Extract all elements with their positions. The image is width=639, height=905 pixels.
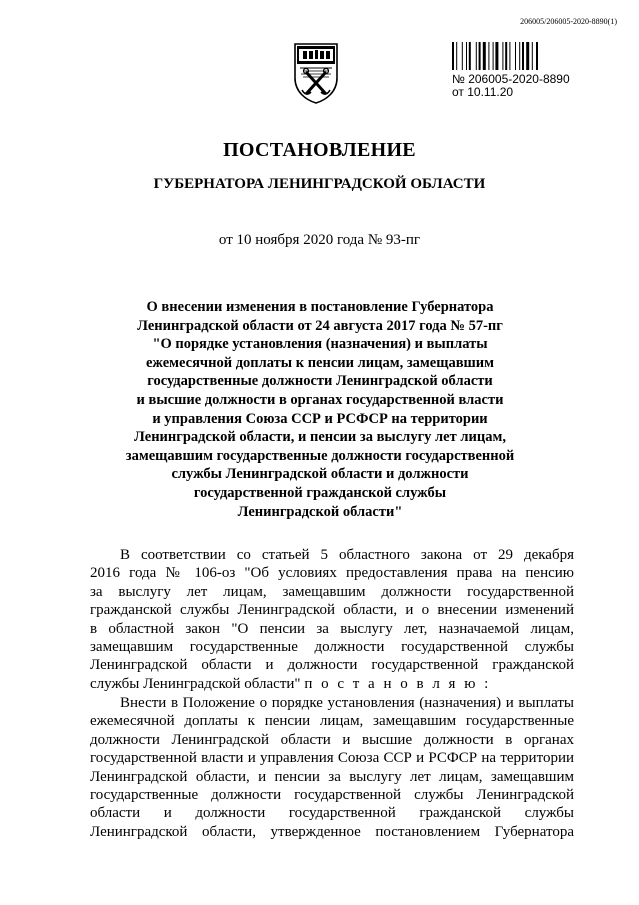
leningrad-oblast-coat-of-arms-icon bbox=[291, 42, 341, 104]
document-title bbox=[60, 298, 580, 521]
barcode-bar bbox=[488, 42, 489, 70]
barcode-bar bbox=[515, 42, 516, 70]
barcode-bar bbox=[519, 42, 520, 70]
decree-word: п о с т а н о в л я ю : bbox=[304, 675, 491, 692]
title-line: службы Ленинградской области и должности bbox=[171, 466, 469, 483]
barcode-bar bbox=[466, 42, 467, 70]
barcode-bar bbox=[526, 42, 529, 70]
title-line: замещавшим государственные должности государственной bbox=[125, 447, 515, 464]
document-type-heading: ПОСТАНОВЛЕНИЕ bbox=[223, 139, 416, 161]
body-line: государственные должности государственной службы Ленинградской bbox=[90, 787, 574, 804]
body-line: должности Ленинградской области и высшие должности в органах bbox=[90, 731, 574, 748]
body-line: в областной закон "О пенсии за выслугу лет, назначаемой лицам, bbox=[90, 620, 574, 637]
body-line: области и должности государственной гражданской службы bbox=[90, 805, 574, 822]
title-line: и управления Союза ССР и РСФСР на территории bbox=[152, 410, 488, 427]
barcode-bar bbox=[469, 42, 471, 70]
body-line-text: службы Ленинградской области" bbox=[90, 675, 301, 692]
body-line: гражданской службы Ленинградской области, и о внесении изменений bbox=[90, 602, 574, 619]
title-line: О внесении изменения в постановление Губернатора bbox=[146, 299, 494, 315]
barcode-bar bbox=[522, 42, 524, 70]
title-line: государственные должности Ленинградской области bbox=[147, 373, 493, 390]
barcode-bar bbox=[479, 42, 481, 70]
title-line: Ленинградской области, и пенсии за выслугу лет лицам, bbox=[134, 429, 506, 446]
registration-number: № 206005-2020-8890 bbox=[452, 72, 570, 86]
title-line: и высшие должности в органах государственной власти bbox=[136, 391, 504, 408]
document-authority-heading: ГУБЕРНАТОРА ЛЕНИНГРАДСКОЙ ОБЛАСТИ bbox=[153, 176, 486, 192]
body-line: Ленинградской области, и пенсии за выслугу лет лицам, замещавшим bbox=[90, 768, 574, 785]
body-line: 2016 года № 106-оз "Об условиях предоставления права на пенсию bbox=[90, 565, 574, 582]
body-line: за выслугу лет лицам, замещавшим должности государственной bbox=[90, 583, 574, 600]
title-line: Ленинградской области" bbox=[237, 503, 403, 520]
body-line: В соответствии со статьей 5 областного закона от 29 декабря bbox=[120, 547, 574, 563]
title-line: Ленинградской области от 24 августа 2017 года № 57-пг bbox=[137, 317, 503, 334]
body-line: ежемесячной доплаты к пенсии лицам, замещавшим государственные bbox=[90, 713, 574, 730]
barcode-bar bbox=[495, 42, 498, 70]
barcode-icon bbox=[452, 42, 566, 70]
barcode-bar bbox=[452, 42, 454, 70]
barcode-bar bbox=[536, 42, 538, 70]
body-paragraph-preamble bbox=[90, 546, 574, 693]
barcode-bar bbox=[476, 42, 477, 70]
barcode-bar bbox=[462, 42, 463, 70]
barcode-bar bbox=[502, 42, 503, 70]
barcode-bar bbox=[483, 42, 486, 70]
body-line: Ленинградской области и должности государственной гражданской bbox=[90, 657, 574, 674]
body-line: замещавшим государственные должности государственной службы bbox=[90, 639, 574, 656]
barcode-bar bbox=[493, 42, 494, 70]
body-paragraph-decision bbox=[90, 694, 574, 841]
barcode-bar bbox=[532, 42, 533, 70]
document-code: 206005/206005-2020-8890(1) bbox=[520, 17, 617, 26]
barcode-bar bbox=[509, 42, 510, 70]
document-date-number: от 10 ноября 2020 года № 93-пг bbox=[218, 232, 421, 248]
barcode-bar bbox=[505, 42, 507, 70]
body-line: Внести в Положение о порядке установления (назначения) и выплаты bbox=[120, 695, 574, 711]
title-line: "О порядке установления (назначения) и выплаты bbox=[152, 336, 488, 353]
body-line: Ленинградской области, утвержденное постановлением Губернатора bbox=[90, 823, 574, 840]
barcode-bar bbox=[456, 42, 457, 70]
body-line bbox=[90, 675, 574, 693]
title-line: государственной гражданской службы bbox=[193, 484, 447, 501]
body-line: государственной власти и управления Союза ССР и РСФСР на территории bbox=[90, 750, 574, 767]
title-line: ежемесячной доплаты к пенсии лицам, замещавшим bbox=[145, 354, 495, 371]
registration-date: от 10.11.20 bbox=[452, 85, 514, 99]
